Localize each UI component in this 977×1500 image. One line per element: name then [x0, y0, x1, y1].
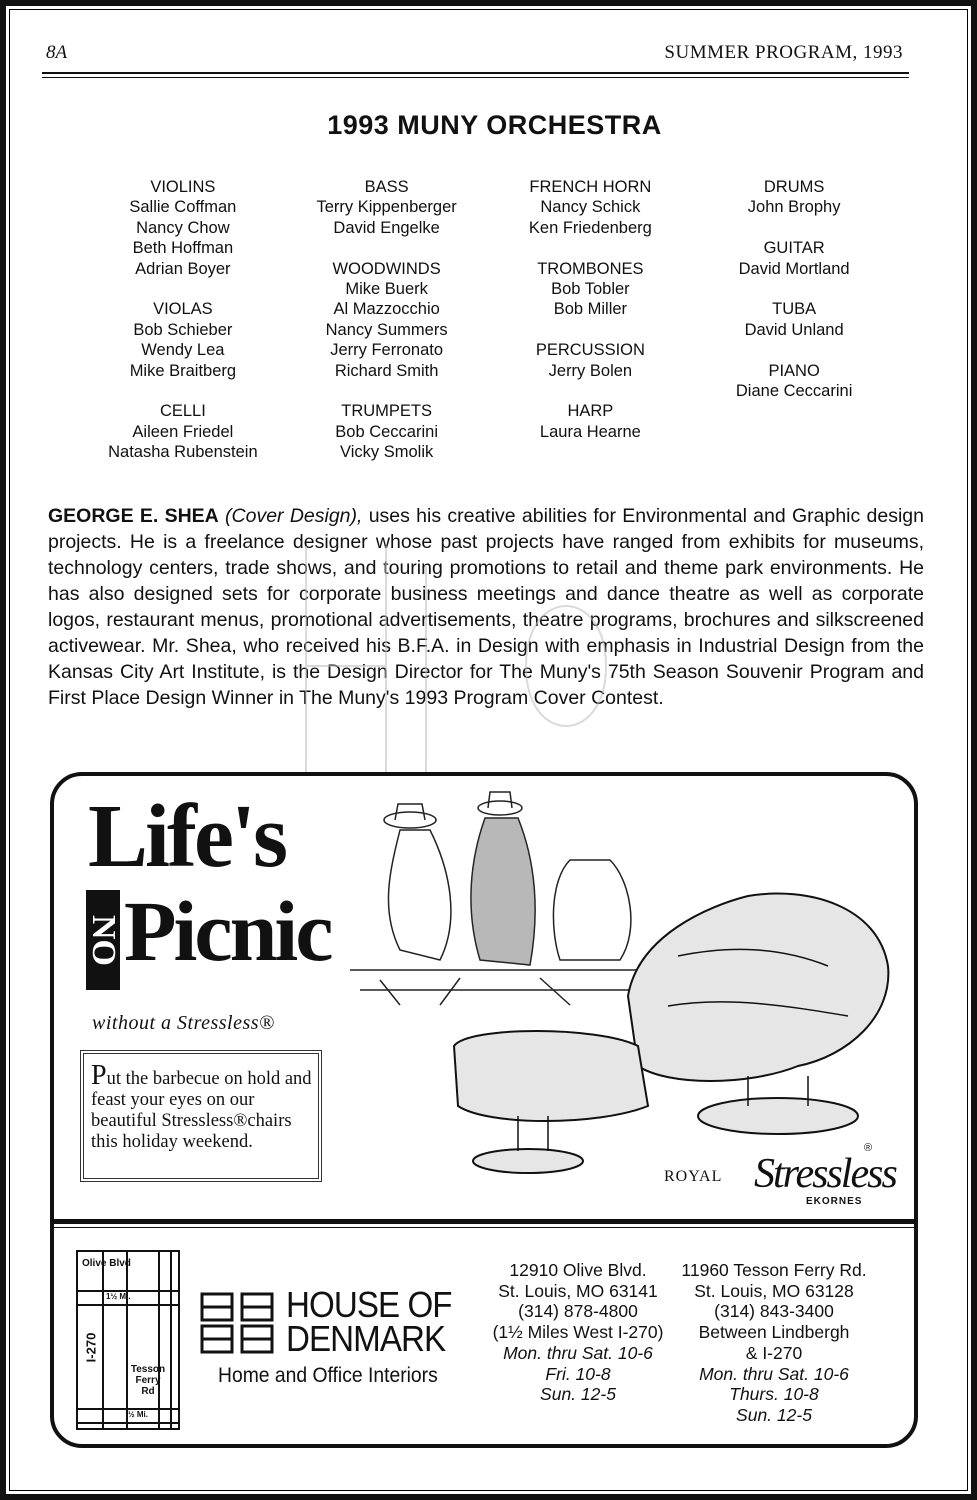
page-number: 8A [46, 42, 68, 63]
roster-section [692, 177, 896, 218]
location-olive [478, 1260, 678, 1405]
store-name-line1: HOUSE OF [286, 1284, 452, 1325]
musician-name: Terry Kippenberger [316, 198, 457, 217]
section-heading: DRUMS [763, 178, 825, 196]
musician-name: Diane Ceccarini [735, 382, 853, 401]
musician-name: Aileen Friedel [132, 422, 234, 441]
section-heading: FRENCH HORN [529, 178, 652, 196]
musician-name: Bob Schieber [133, 320, 233, 339]
section-heading: PERCUSSION [535, 341, 645, 360]
musician-name: Mike Braitberg [129, 361, 237, 380]
section-heading: WOODWINDS [332, 259, 441, 278]
tesson-note-2: & I-270 [745, 1342, 803, 1363]
promo-dropcap: P [91, 1060, 107, 1091]
roster-section [489, 177, 693, 238]
roster-section [81, 401, 285, 462]
page-title: 1993 MUNY ORCHESTRA [327, 110, 662, 140]
musician-name: Ken Friedenberg [528, 218, 652, 237]
map-label-mile2: ½ Mi. [128, 1410, 149, 1419]
roster-column [81, 177, 285, 463]
olive-note: (1½ Miles West I-270) [492, 1322, 664, 1343]
musician-name: David Unland [744, 320, 844, 339]
roster-section [692, 361, 896, 402]
musician-name: Nancy Summers [325, 320, 448, 339]
tesson-hours-3: Sun. 12-5 [736, 1404, 812, 1425]
tesson-street: 11960 Tesson Ferry Rd. [681, 1260, 867, 1280]
roster-section [285, 259, 489, 381]
musician-name: Al Mazzocchio [333, 300, 440, 319]
map-label-tesson: Tesson Ferry Rd [130, 1364, 166, 1397]
musician-name: Laura Hearne [539, 422, 641, 441]
map-label-mile1: 1½ Mi. [106, 1292, 131, 1301]
roster-column [489, 177, 693, 463]
section-heading: VIOLINS [150, 178, 216, 196]
section-heading: VIOLAS [153, 300, 213, 319]
recliner-chair-illustration [448, 876, 908, 1176]
store-tagline: Home and Office Interiors [218, 1364, 438, 1387]
section-heading: GUITAR [763, 239, 825, 258]
roster-section [81, 177, 285, 279]
location-map [76, 1250, 180, 1430]
tesson-phone: (314) 843-3400 [714, 1301, 834, 1322]
ad-headline-lifes: Life's [88, 787, 285, 886]
olive-phone: (314) 878-4800 [518, 1301, 638, 1322]
roster-section [692, 299, 896, 340]
ekornes-label: EKORNES [806, 1196, 863, 1207]
tesson-hours-1: Mon. thru Sat. 10-6 [699, 1363, 849, 1384]
musician-name: Bob Miller [553, 300, 628, 319]
section-heading: BASS [364, 178, 409, 196]
section-heading: HARP [567, 402, 614, 421]
roster-section [692, 238, 896, 279]
musician-name: Wendy Lea [141, 341, 225, 360]
store-name-line2: DENMARK [286, 1318, 446, 1359]
musician-name: David Engelke [333, 218, 440, 237]
tesson-note-1: Between Lindbergh [698, 1322, 850, 1343]
ad-headline-picnic: Picnic [124, 883, 331, 979]
musician-name: Sallie Coffman [129, 198, 237, 217]
section-heading: PIANO [768, 361, 820, 380]
musician-name: Natasha Rubenstein [108, 443, 258, 462]
roster-section [285, 401, 489, 462]
ad-lower-panel [54, 1224, 914, 1444]
olive-hours-1: Mon. thru Sat. 10-6 [503, 1342, 653, 1363]
roster-section [81, 299, 285, 381]
roster-column [285, 177, 489, 463]
tesson-city: St. Louis, MO 63128 [694, 1280, 854, 1301]
map-label-i270: I-270 [83, 1332, 99, 1363]
roster-section [489, 401, 693, 442]
location-tesson [674, 1260, 874, 1426]
map-label-olive: Olive Blvd [82, 1258, 131, 1269]
royal-label: ROYAL [664, 1168, 723, 1185]
bio-text: uses his creative abilities for Environmental and Graphic design projects. He is a freelance designer whose past projects have ranged from exhibits for museums, technology centers, trade shows, and touring promotions to retail and theme park environments. He has also designed sets for corporate business meetings and dance theatre as well as corporate logos, restaurant menus, promotional advertisements, theatre programs, brochures and silkscreened activewear. Mr. Shea, who received his B.F.A. in Design with emphasis in Industrial Design from the Kansas City Art Institute, is the Design Director for The Muny's 75th Season Souvenir Program and First Place Design Winner in The Muny's 1993 Program Cover Contest. [48, 505, 924, 709]
orchestra-roster [81, 177, 896, 463]
section-heading: TUBA [772, 300, 817, 319]
musician-name: Beth Hoffman [132, 239, 234, 258]
running-title: SUMMER PROGRAM, 1993 [664, 42, 903, 63]
roster-column [692, 177, 896, 463]
musician-name: Jerry Bolen [548, 361, 633, 380]
ad-tagline: without a Stressless® [92, 1012, 275, 1034]
olive-street: 12910 Olive Blvd. [509, 1260, 647, 1280]
bio-role: (Cover Design), [225, 505, 363, 527]
musician-name: Adrian Boyer [135, 259, 231, 278]
olive-hours-3: Sun. 12-5 [540, 1384, 616, 1405]
ad-upper-panel [54, 776, 914, 1219]
musician-name: Jerry Ferronato [330, 341, 444, 360]
musician-name: Bob Tobler [551, 280, 630, 299]
musician-name: Bob Ceccarini [335, 422, 438, 441]
map-road-tesson [158, 1252, 172, 1428]
musician-name: Nancy Schick [540, 198, 641, 217]
promo-box [80, 1050, 322, 1182]
roster-section [285, 177, 489, 238]
store-name [286, 1284, 452, 1359]
tesson-hours-2: Thurs. 10-8 [729, 1384, 819, 1405]
musician-name: Mike Buerk [345, 280, 428, 299]
bio-name: GEORGE E. SHEA [48, 505, 219, 527]
section-heading: CELLI [159, 402, 206, 421]
stressless-registered-mark: ® [864, 1142, 873, 1154]
stressless-advertisement [50, 772, 918, 1448]
musician-name: Nancy Chow [136, 218, 230, 237]
house-of-denmark-logo-icon [200, 1292, 276, 1354]
stressless-logo: Stressless [754, 1151, 896, 1197]
olive-hours-2: Fri. 10-8 [545, 1363, 611, 1384]
map-road-i270 [102, 1252, 131, 1428]
musician-name: David Mortland [738, 259, 850, 278]
musician-name: John Brophy [747, 198, 841, 217]
promo-text: ut the barbecue on hold and feast your eyes on our beautiful Stressless®chairs this holiday weekend. [91, 1069, 312, 1152]
roster-section [489, 340, 693, 381]
roster-section [489, 259, 693, 320]
section-heading: TRUMPETS [341, 402, 432, 421]
running-header [42, 36, 909, 74]
ad-headline-no: NO [86, 890, 120, 990]
olive-city: St. Louis, MO 63141 [498, 1280, 658, 1301]
musician-name: Vicky Smolik [340, 443, 434, 462]
musician-name: Richard Smith [334, 361, 439, 380]
bio-paragraph [48, 503, 924, 711]
section-heading: TROMBONES [537, 259, 644, 278]
